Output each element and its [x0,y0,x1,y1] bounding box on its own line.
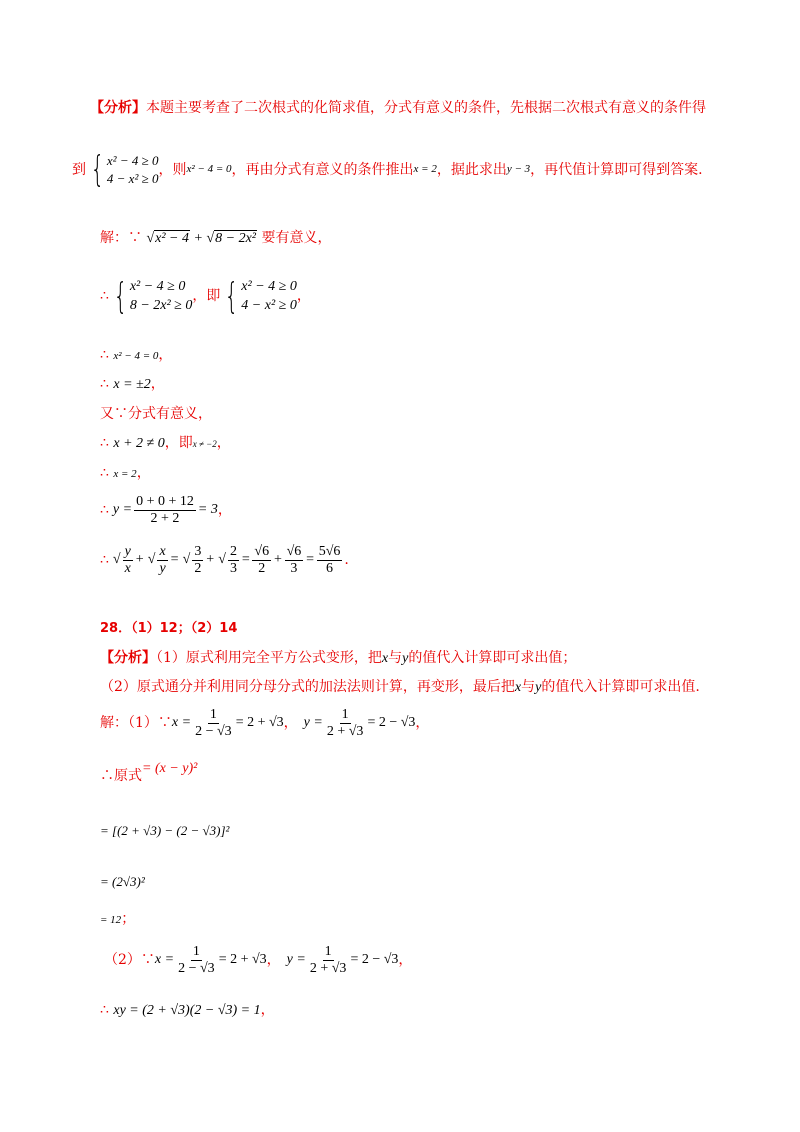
q28-a1-post: 的值代入计算即可求出值； [408,650,577,666]
frac-denominator: 2 − √3 [178,961,215,977]
analysis-line-2 [72,149,703,190]
therefore-symbol: ∴ [100,376,109,392]
x-lhs: x = [171,715,192,731]
system3-row-1: x² − 4 ≥ 0 [241,279,297,294]
frac-denominator: 2 − √3 [195,724,232,740]
analysis-tag: 【分析】 [90,100,146,116]
solution-line-1: 解：∵ √x² − 4 + √8 − 2x² 要有意义， [100,230,332,246]
frac-2-over-3 [228,544,239,577]
comma: ， [296,288,311,305]
y-lhs: y = [286,952,306,968]
analysis-ze: ，则 [158,161,187,178]
analysis-zai: ，再由分式有意义的条件推出 [231,161,414,178]
therefore-symbol: ∴ [100,288,109,305]
q28-step-2: = (2√3)² [100,874,145,889]
analysis-ju: ，据此求出 [436,161,507,178]
y-rhs: = 2 − √3 [350,952,399,968]
yuanshi-expr: = (x − y)² [142,761,198,776]
frac-numerator: 5√6 [317,544,343,561]
q28-p2-pre: （2）∵ [104,952,155,969]
y-denominator: 2 + 2 [150,511,180,527]
q28-sol-2 [104,944,412,977]
frac-root6-over-2 [252,544,271,577]
therefore-symbol: ∴ [100,347,109,363]
analysis-text: 本题主要考查了二次根式的化简求值，分式有意义的条件，先根据二次根式有意义的条件得 [146,100,706,116]
y-numerator: 0 + 0 + 12 [134,494,196,511]
comma: ， [398,952,413,969]
y-fraction [325,707,366,740]
frac-numerator: y [123,544,133,561]
jie-label: 解： [100,230,128,246]
y-rhs: = 3 [197,502,218,518]
therefore-symbol: ∴ [100,552,109,569]
period: . [344,552,349,569]
q28-step-3 [100,911,135,928]
system3-row-2: 4 − x² ≥ 0 [241,297,297,313]
frac-y-over-x [123,544,133,577]
q28-jie: 解：（1）∵ [100,715,172,732]
comma: ， [260,1002,275,1018]
analysis-eq3: y − 3 [506,163,531,176]
q28-analysis-2 [100,679,700,697]
comma: ， [217,502,232,519]
frac-denominator: 2 [258,561,266,577]
q28-a2-pre: （2）原式通分并利用同分母分式的加法法则计算，再变形，最后把 [100,679,515,695]
comma: ， [216,435,231,451]
analysis-eq1: x² − 4 = 0 [186,163,232,176]
frac-numerator: x [157,544,167,561]
solution-line-9: ∴ √ $\frac{y}{x}$ + √ $\frac{x}{y}$ = √ $\frac{3}{2}$ + √ $\frac{2}{3}$ = $\frac{√6}{2}$ + $\frac{√6}{3}$ = $\frac{5√6}{6}$ . [100,544,349,577]
q28-a2-post: 的值代入计算即可求出值. [541,679,700,695]
frac-numerator: 1 [340,707,351,724]
frac-numerator: √6 [252,544,271,561]
ji-text: ，即 [164,435,193,451]
q28-heading: 28．（1）12；（2）14 [100,621,238,636]
var-x: x [514,680,522,695]
q28-a1-pre: （1）原式利用完全平方公式变形，把 [156,650,382,666]
therefore-symbol: ∴ [100,502,109,519]
q28-xy [100,1002,275,1020]
frac-denominator: x [124,561,131,577]
x-rhs: = 2 + √3 [235,715,284,731]
frac-numerator: 1 [208,707,219,724]
frac-denominator: y [159,561,166,577]
comma: ， [266,952,281,969]
frac-denominator: 2 [194,561,202,577]
therefore-symbol: ∴ [100,465,109,481]
frac-numerator: 3 [192,544,203,561]
comma: ， [158,347,173,363]
y-lhs: y = [112,502,133,518]
comma: ， [415,715,430,732]
frac-denominator: 6 [326,561,334,577]
eq-zero: x² − 4 = 0 [113,350,159,362]
x-fraction [193,707,234,740]
system-row-2: 4 − x² ≥ 0 [106,171,159,186]
solution-line-2 [100,275,311,317]
q28-tag: 【分析】 [100,650,156,666]
frac-numerator: 1 [191,944,202,961]
var-y: y [402,651,409,666]
y-fraction [308,944,349,977]
x-fraction [176,944,217,977]
var-y: y [535,680,542,695]
analysis-line-1 [90,100,706,117]
q28-analysis-1 [100,650,576,668]
x-lhs: x = [154,952,175,968]
solution-line-3 [100,347,172,364]
system-brace-2: { x² − 4 ≥ 0 8 − 2x² ≥ 0 [113,275,193,317]
yuanshi-label: ∴原式 [100,768,142,784]
q28-sol-1 [100,707,429,740]
analysis-dao: 到 [72,161,86,178]
q28-step-1: = [(2 + √3) − (2 − √3)]² [100,823,230,838]
analysis-eq2: x = 2 [413,163,437,176]
frac-denominator: 3 [290,561,298,577]
solution-line-5: 又∵分式有意义， [100,406,212,422]
radical-1: x² − 4 [155,231,189,246]
frac-denominator: 2 + √3 [326,724,364,740]
frac-5root6-over-6 [317,544,343,577]
system-brace: { x² − 4 ≥ 0 4 − x² ≥ 0 [90,149,159,190]
plus-sign: + [190,231,207,246]
yu-text: 与 [521,679,536,695]
step3-value: = 12 [100,914,122,926]
comma: ， [150,376,165,392]
solution-line-6 [100,435,231,453]
because-symbol: ∵ [128,230,142,246]
y-fraction [134,494,196,527]
comma: ， [136,465,151,481]
neq-expr-2: x ≠ −2 [192,439,217,449]
solution-line-4 [100,376,165,394]
xy-expr: xy = (2 + √3)(2 − √3) = 1 [113,1003,261,1018]
analysis-end: ，再代值计算即可得到答案. [530,161,703,178]
q28-yuanshi [100,761,198,786]
frac-denominator: 3 [229,561,237,577]
frac-numerator: 1 [323,944,334,961]
yu-text: 与 [388,650,403,666]
system-row-1: x² − 4 ≥ 0 [106,153,159,169]
frac-3-over-2 [192,544,203,577]
therefore-symbol: ∴ [100,435,109,451]
var-x: x [381,651,389,666]
therefore-symbol: ∴ [100,1002,109,1018]
system2-row-2: 8 − 2x² ≥ 0 [129,297,193,313]
ji-text: ，即 [192,288,221,305]
frac-numerator: √6 [285,544,304,561]
x-equals-2: x = 2 [113,468,137,480]
system-brace-3: { x² − 4 ≥ 0 4 − x² ≥ 0 [224,275,297,317]
system2-row-1: x² − 4 ≥ 0 [129,279,186,294]
frac-x-over-y [157,544,167,577]
y-rhs: = 2 − √3 [367,715,416,731]
frac-root6-over-3 [285,544,304,577]
meaningful-text: 要有意义， [261,230,332,246]
frac-denominator: 2 + √3 [309,961,347,977]
radical-2: 8 − 2x² [215,231,256,246]
x-plus-minus: x = ±2 [113,377,151,392]
y-lhs: y = [303,715,323,731]
solution-line-7 [100,465,151,482]
frac-numerator: 2 [228,544,239,561]
neq-expr: x + 2 ≠ 0 [113,436,165,451]
comma: ， [283,715,298,732]
semicolon: ； [121,911,136,927]
x-rhs: = 2 + √3 [218,952,267,968]
solution-line-8 [100,494,232,527]
